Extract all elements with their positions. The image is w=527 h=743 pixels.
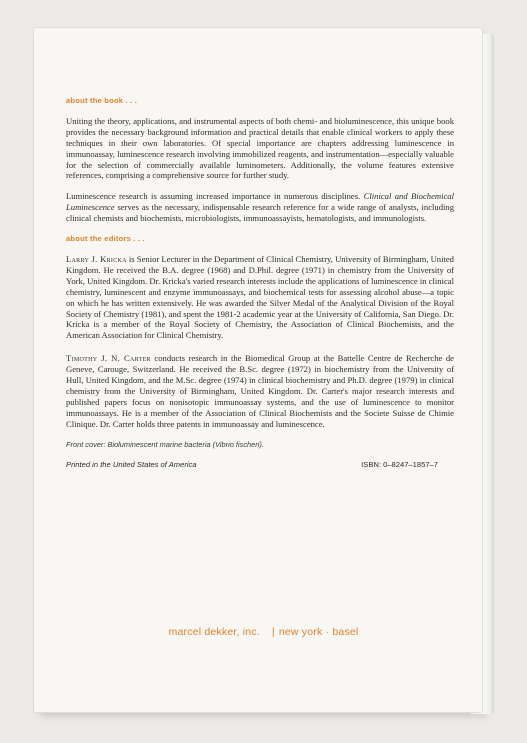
editor-name: Timothy J. N. Carter [66,353,151,364]
printing-info [66,460,454,471]
back-cover-text [66,96,454,471]
species-name: Vibrio fischeri [215,439,260,449]
editor-kricka-bio [66,254,454,341]
paragraph-text: Luminescence research is assuming increased importance in numerous disciplines. [66,191,364,202]
book-title: Clinical and Biochemical Luminescence [66,191,454,213]
about-book-paragraph-2 [66,191,454,224]
about-book-paragraph-1: Uniting the theory, applications, and instrumental aspects of both chemi- and bioluminescence, this unique book provides the necessary background information and practical details that enable clinical workers to apply these techniques in their own laboratories. Of special importance are chapters addressing luminescence in immunoassay, luminescence research involving immobilized reagents, and instrumentation—especially valuable for the selection of commercially available luminometers. Additionally, the volume features extensive references, comprising a comprehensive source for further study. [66,115,454,181]
bio-text: conducts research in the Biomedical Group at the Battelle Centre de Recherche de Geneve, Carouge, Switzerland. He received the B.Sc. degree (1972) in biochemistry from the University of Hull, United Kingdom, and the M.Sc. degree (1974) in clinical biochemistry and Ph.D. degree (1979) in clinical chemistry from the University of Birmingham, United Kingdom. Dr. Carter's major research interests and published papers focus on nonisotopic immunoassay systems, and the use of luminescence to monitor immunoassays. He is a member of the Association of Clinical Biochemists and the Societe Suisse de Chimie Clinique. Dr. Carter holds three patents in immunoassay and luminescence. [66,353,454,429]
caption-text: Front cover: Bioluminescent marine bacteria ( [66,439,216,449]
editor-carter-bio [66,353,454,429]
publisher-name: marcel dekker, inc. [168,626,260,638]
isbn: ISBN: 0–8247–1857–7 [361,460,438,470]
editor-name: Larry J. Kricka [66,253,127,264]
publisher-imprint [0,626,527,638]
publisher-location: new york · basel [278,626,359,638]
printed-in: Printed in the United States of America [66,460,197,470]
bio-text: is Senior Lecturer in the Department of Clinical Chemistry, University of Birmingham, United Kingdom. He received the B.A. degree (1968) and D.Phil. degree (1971) in chemistry from the University of York, United Kingdom. Dr. Kricka's varied research interests include the applications of luminescence in clinical chemistry, luminescent and enzyme immunoassays, and biochemical tests for assessing alcohol abuse—a topic on which he has written extensively. He was awarded the Silver Medal of the Analytical Division of the Royal Society of Chemistry (1981), and spent the 1981-2 academic year at the University of California, San Diego. Dr. Kricka is a member of the Royal Society of Chemistry, the Association of Clinical Biochemists, and the American Association for Clinical Chemistry. [66,253,454,341]
about-book-heading: about the book . . . [66,96,138,105]
caption-text: ). [259,439,264,449]
separator: | [271,626,275,638]
paragraph-text: serves as the necessary, indispensable research reference for a wide range of analysts, including clinical chemists and biochemists, microbiologists, immunoassayists, hematologists, and immunologists. [66,202,454,224]
front-cover-caption [66,440,454,451]
about-editors-heading: about the editors . . . [66,234,145,244]
